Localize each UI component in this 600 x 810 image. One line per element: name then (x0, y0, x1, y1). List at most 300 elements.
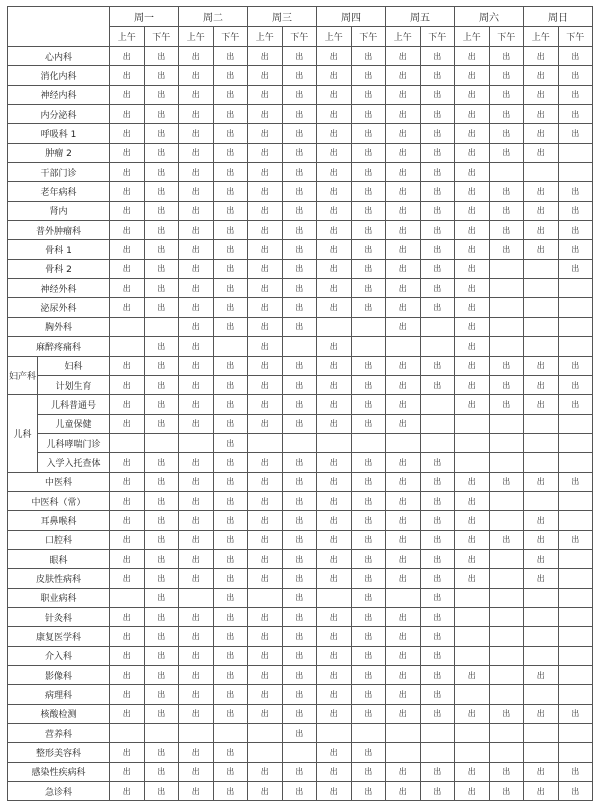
schedule-cell (489, 356, 524, 375)
available-mark: 出 (260, 399, 269, 409)
available-mark: 出 (295, 496, 304, 506)
schedule-cell (110, 124, 145, 143)
schedule-cell (351, 743, 386, 762)
available-mark: 出 (191, 109, 200, 119)
available-mark: 出 (502, 225, 511, 235)
available-mark: 出 (295, 515, 304, 525)
schedule-cell (420, 356, 455, 375)
schedule-cell (455, 627, 490, 646)
available-mark: 出 (260, 148, 269, 158)
schedule-cell (489, 337, 524, 356)
schedule-cell (524, 530, 559, 549)
available-mark: 出 (157, 690, 166, 700)
available-mark: 出 (157, 361, 166, 371)
department-name: 病理科 (8, 685, 110, 704)
schedule-cell (110, 221, 145, 240)
available-mark: 出 (467, 51, 476, 61)
schedule-cell (179, 66, 214, 85)
schedule-cell (110, 743, 145, 762)
available-mark: 出 (295, 477, 304, 487)
schedule-cell (386, 724, 421, 743)
schedule-cell (179, 569, 214, 588)
schedule-cell (282, 317, 317, 336)
table-row (8, 182, 593, 201)
available-mark: 出 (260, 515, 269, 525)
available-mark: 出 (329, 535, 338, 545)
available-mark: 出 (157, 380, 166, 390)
available-mark: 出 (260, 264, 269, 274)
schedule-cell (213, 762, 248, 781)
available-mark: 出 (467, 361, 476, 371)
available-mark: 出 (226, 554, 235, 564)
schedule-cell (317, 182, 352, 201)
schedule-cell (110, 414, 145, 433)
schedule-cell (351, 221, 386, 240)
schedule-cell (317, 782, 352, 801)
schedule-cell (524, 298, 559, 317)
schedule-cell (282, 646, 317, 665)
available-mark: 出 (226, 670, 235, 680)
afternoon-header: 下午 (489, 27, 524, 47)
schedule-cell (524, 433, 559, 452)
available-mark: 出 (157, 71, 166, 81)
available-mark: 出 (260, 303, 269, 313)
schedule-cell (317, 549, 352, 568)
schedule-cell (248, 182, 283, 201)
schedule-cell (558, 704, 593, 723)
available-mark: 出 (157, 709, 166, 719)
schedule-cell (179, 607, 214, 626)
available-mark: 出 (536, 187, 545, 197)
available-mark: 出 (122, 419, 131, 429)
schedule-cell (524, 607, 559, 626)
schedule-cell (144, 124, 179, 143)
schedule-cell (317, 375, 352, 394)
available-mark: 出 (398, 303, 407, 313)
available-mark: 出 (157, 748, 166, 758)
schedule-cell (524, 259, 559, 278)
schedule-cell (524, 105, 559, 124)
schedule-cell (558, 85, 593, 104)
available-mark: 出 (260, 322, 269, 332)
available-mark: 出 (295, 728, 304, 738)
available-mark: 出 (226, 573, 235, 583)
available-mark: 出 (260, 651, 269, 661)
schedule-cell (144, 395, 179, 414)
available-mark: 出 (467, 167, 476, 177)
available-mark: 出 (536, 477, 545, 487)
schedule-cell (351, 627, 386, 646)
available-mark: 出 (502, 399, 511, 409)
available-mark: 出 (571, 709, 580, 719)
schedule-cell (524, 221, 559, 240)
available-mark: 出 (157, 767, 166, 777)
available-mark: 出 (295, 535, 304, 545)
schedule-cell (282, 105, 317, 124)
schedule-cell (455, 743, 490, 762)
schedule-cell (144, 666, 179, 685)
available-mark: 出 (467, 709, 476, 719)
schedule-cell (248, 588, 283, 607)
available-mark: 出 (536, 109, 545, 119)
schedule-cell (179, 685, 214, 704)
schedule-cell (213, 279, 248, 298)
schedule-cell (420, 259, 455, 278)
available-mark: 出 (157, 341, 166, 351)
available-mark: 出 (122, 767, 131, 777)
schedule-cell (420, 66, 455, 85)
schedule-cell (386, 549, 421, 568)
available-mark: 出 (433, 90, 442, 100)
available-mark: 出 (364, 477, 373, 487)
schedule-cell (558, 143, 593, 162)
schedule-cell (144, 240, 179, 259)
available-mark: 出 (122, 225, 131, 235)
available-mark: 出 (571, 225, 580, 235)
morning-header: 上午 (110, 27, 145, 47)
available-mark: 出 (157, 496, 166, 506)
available-mark: 出 (191, 380, 200, 390)
schedule-cell (213, 627, 248, 646)
schedule-cell (351, 182, 386, 201)
schedule-cell (179, 627, 214, 646)
schedule-cell (282, 279, 317, 298)
available-mark: 出 (122, 51, 131, 61)
schedule-cell (420, 666, 455, 685)
available-mark: 出 (191, 225, 200, 235)
schedule-cell (110, 646, 145, 665)
schedule-cell (179, 105, 214, 124)
schedule-cell (524, 143, 559, 162)
schedule-cell (420, 782, 455, 801)
schedule-cell (213, 298, 248, 317)
schedule-cell (213, 743, 248, 762)
available-mark: 出 (157, 303, 166, 313)
schedule-cell (489, 279, 524, 298)
available-mark: 出 (329, 51, 338, 61)
available-mark: 出 (571, 361, 580, 371)
schedule-cell (420, 453, 455, 472)
schedule-cell (455, 66, 490, 85)
schedule-cell (386, 743, 421, 762)
schedule-cell (489, 666, 524, 685)
schedule-cell (144, 259, 179, 278)
schedule-cell (351, 724, 386, 743)
available-mark: 出 (122, 283, 131, 293)
schedule-cell (144, 511, 179, 530)
schedule-cell (317, 414, 352, 433)
available-mark: 出 (295, 148, 304, 158)
schedule-cell (455, 704, 490, 723)
schedule-cell (248, 491, 283, 510)
schedule-cell (213, 85, 248, 104)
schedule-cell (110, 569, 145, 588)
available-mark: 出 (122, 129, 131, 139)
available-mark: 出 (364, 71, 373, 81)
schedule-cell (558, 414, 593, 433)
table-row (8, 782, 593, 801)
schedule-cell (179, 356, 214, 375)
available-mark: 出 (226, 148, 235, 158)
available-mark: 出 (122, 496, 131, 506)
schedule-cell (524, 279, 559, 298)
department-name: 针灸科 (8, 607, 110, 626)
schedule-cell (420, 201, 455, 220)
schedule-cell (213, 607, 248, 626)
schedule-cell (524, 85, 559, 104)
schedule-cell (110, 782, 145, 801)
schedule-cell (420, 240, 455, 259)
available-mark: 出 (157, 515, 166, 525)
available-mark: 出 (157, 264, 166, 274)
available-mark: 出 (295, 361, 304, 371)
available-mark: 出 (295, 612, 304, 622)
afternoon-header: 下午 (213, 27, 248, 47)
schedule-cell (455, 221, 490, 240)
schedule-cell (179, 491, 214, 510)
available-mark: 出 (433, 786, 442, 796)
schedule-cell (524, 453, 559, 472)
available-mark: 出 (571, 109, 580, 119)
available-mark: 出 (157, 129, 166, 139)
schedule-cell (351, 433, 386, 452)
available-mark: 出 (157, 786, 166, 796)
schedule-cell (524, 472, 559, 491)
available-mark: 出 (191, 167, 200, 177)
available-mark: 出 (433, 206, 442, 216)
schedule-cell (317, 472, 352, 491)
schedule-cell (524, 569, 559, 588)
schedule-cell (351, 472, 386, 491)
schedule-cell (420, 472, 455, 491)
schedule-cell (248, 395, 283, 414)
available-mark: 出 (260, 361, 269, 371)
available-mark: 出 (364, 264, 373, 274)
available-mark: 出 (571, 477, 580, 487)
available-mark: 出 (329, 457, 338, 467)
available-mark: 出 (467, 380, 476, 390)
available-mark: 出 (191, 612, 200, 622)
schedule-cell (144, 163, 179, 182)
schedule-cell (351, 453, 386, 472)
available-mark: 出 (226, 206, 235, 216)
schedule-cell (110, 47, 145, 66)
schedule-cell (179, 433, 214, 452)
available-mark: 出 (157, 457, 166, 467)
department-name: 呼吸科 1 (8, 124, 110, 143)
available-mark: 出 (226, 90, 235, 100)
table-row (8, 762, 593, 781)
available-mark: 出 (398, 206, 407, 216)
available-mark: 出 (433, 477, 442, 487)
table-row (8, 646, 593, 665)
schedule-cell (420, 298, 455, 317)
schedule-cell (317, 666, 352, 685)
schedule-cell (248, 201, 283, 220)
available-mark: 出 (295, 554, 304, 564)
schedule-cell (248, 317, 283, 336)
schedule-cell (282, 569, 317, 588)
schedule-cell (248, 124, 283, 143)
schedule-cell (420, 704, 455, 723)
available-mark: 出 (122, 187, 131, 197)
available-mark: 出 (122, 148, 131, 158)
schedule-cell (317, 337, 352, 356)
schedule-cell (213, 646, 248, 665)
schedule-cell (386, 395, 421, 414)
schedule-cell (455, 279, 490, 298)
available-mark: 出 (364, 399, 373, 409)
schedule-cell (248, 724, 283, 743)
available-mark: 出 (364, 129, 373, 139)
available-mark: 出 (329, 573, 338, 583)
available-mark: 出 (122, 631, 131, 641)
schedule-cell (282, 240, 317, 259)
schedule-cell (248, 762, 283, 781)
available-mark: 出 (122, 245, 131, 255)
schedule-cell (213, 666, 248, 685)
available-mark: 出 (226, 709, 235, 719)
available-mark: 出 (433, 593, 442, 603)
schedule-cell (213, 569, 248, 588)
schedule-cell (489, 743, 524, 762)
morning-header: 上午 (179, 27, 214, 47)
available-mark: 出 (398, 187, 407, 197)
available-mark: 出 (398, 477, 407, 487)
available-mark: 出 (398, 225, 407, 235)
schedule-cell (351, 66, 386, 85)
table-row (8, 124, 593, 143)
schedule-cell (110, 66, 145, 85)
schedule-cell (317, 124, 352, 143)
schedule-cell (524, 317, 559, 336)
available-mark: 出 (364, 457, 373, 467)
schedule-cell (110, 472, 145, 491)
schedule-cell (144, 472, 179, 491)
schedule-cell (558, 124, 593, 143)
department-name: 中医科（常） (8, 491, 110, 510)
available-mark: 出 (226, 399, 235, 409)
available-mark: 出 (364, 109, 373, 119)
available-mark: 出 (191, 187, 200, 197)
available-mark: 出 (467, 90, 476, 100)
available-mark: 出 (398, 767, 407, 777)
morning-header: 上午 (524, 27, 559, 47)
schedule-cell (386, 569, 421, 588)
available-mark: 出 (398, 90, 407, 100)
table-row (8, 743, 593, 762)
available-mark: 出 (398, 419, 407, 429)
table-row (8, 511, 593, 530)
schedule-cell (489, 685, 524, 704)
schedule-cell (317, 627, 352, 646)
available-mark: 出 (226, 477, 235, 487)
available-mark: 出 (433, 245, 442, 255)
schedule-cell (248, 143, 283, 162)
schedule-cell (317, 588, 352, 607)
schedule-cell (420, 646, 455, 665)
available-mark: 出 (467, 187, 476, 197)
available-mark: 出 (536, 399, 545, 409)
schedule-cell (282, 472, 317, 491)
schedule-cell (524, 124, 559, 143)
available-mark: 出 (295, 419, 304, 429)
schedule-cell (558, 163, 593, 182)
schedule-cell (282, 453, 317, 472)
available-mark: 出 (536, 225, 545, 235)
schedule-cell (489, 607, 524, 626)
available-mark: 出 (571, 90, 580, 100)
available-mark: 出 (329, 709, 338, 719)
available-mark: 出 (260, 690, 269, 700)
schedule-cell (144, 491, 179, 510)
available-mark: 出 (398, 535, 407, 545)
schedule-cell (524, 704, 559, 723)
schedule-cell (455, 356, 490, 375)
schedule-cell (351, 549, 386, 568)
available-mark: 出 (191, 303, 200, 313)
available-mark: 出 (226, 264, 235, 274)
schedule-cell (386, 356, 421, 375)
available-mark: 出 (329, 515, 338, 525)
table-row (8, 47, 593, 66)
available-mark: 出 (502, 129, 511, 139)
schedule-cell (110, 666, 145, 685)
available-mark: 出 (398, 361, 407, 371)
available-mark: 出 (191, 361, 200, 371)
available-mark: 出 (502, 109, 511, 119)
available-mark: 出 (191, 206, 200, 216)
available-mark: 出 (467, 670, 476, 680)
schedule-cell (455, 395, 490, 414)
schedule-cell (351, 607, 386, 626)
available-mark: 出 (122, 71, 131, 81)
schedule-cell (524, 549, 559, 568)
available-mark: 出 (467, 148, 476, 158)
available-mark: 出 (295, 457, 304, 467)
table-row (8, 395, 593, 414)
schedule-cell (455, 433, 490, 452)
schedule-cell (282, 201, 317, 220)
schedule-cell (179, 472, 214, 491)
schedule-cell (455, 646, 490, 665)
available-mark: 出 (433, 51, 442, 61)
available-mark: 出 (398, 554, 407, 564)
available-mark: 出 (260, 786, 269, 796)
schedule-cell (179, 666, 214, 685)
schedule-cell (489, 569, 524, 588)
schedule-cell (558, 569, 593, 588)
schedule-cell (213, 530, 248, 549)
schedule-cell (248, 298, 283, 317)
department-name: 职业病科 (8, 588, 110, 607)
schedule-cell (179, 201, 214, 220)
schedule-cell (455, 588, 490, 607)
available-mark: 出 (571, 264, 580, 274)
available-mark: 出 (226, 535, 235, 545)
schedule-cell (386, 279, 421, 298)
schedule-cell (489, 511, 524, 530)
schedule-cell (144, 627, 179, 646)
available-mark: 出 (364, 206, 373, 216)
schedule-cell (558, 201, 593, 220)
available-mark: 出 (329, 90, 338, 100)
schedule-cell (282, 375, 317, 394)
schedule-cell (110, 704, 145, 723)
schedule-cell (524, 743, 559, 762)
available-mark: 出 (295, 380, 304, 390)
schedule-cell (144, 182, 179, 201)
